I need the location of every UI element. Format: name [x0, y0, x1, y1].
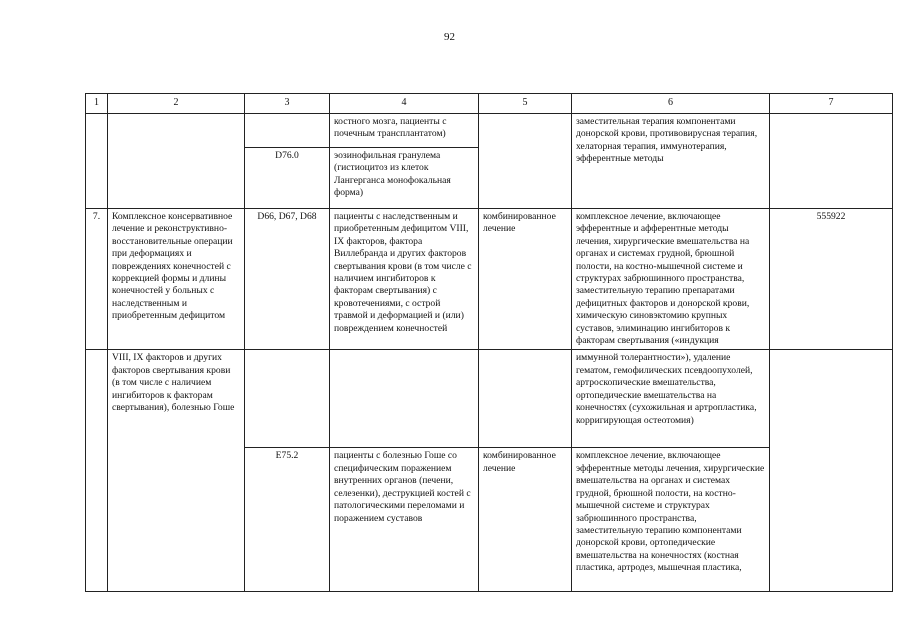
page-bottom-margin [0, 592, 899, 640]
patient-model-cell: костного мозга, пациенты с почечным трансплантатом) [330, 114, 479, 148]
icd-code-cell [245, 114, 330, 148]
icd-code-cell: E75.2 [245, 448, 330, 593]
cost-cell: 555922 [770, 209, 893, 350]
treatment-type-cell [479, 350, 572, 448]
number-cell: 7. [86, 209, 108, 350]
cost-cell [770, 114, 893, 209]
icd-code-cell [245, 350, 330, 448]
table-bottom-border [85, 591, 892, 592]
header-cell-3: 3 [245, 94, 330, 114]
number-cell [86, 114, 108, 209]
header-cell-7: 7 [770, 94, 893, 114]
page-number: 92 [444, 31, 455, 43]
table-row [86, 114, 893, 148]
table-row [86, 350, 893, 448]
patient-model-cell: пациенты с наследственным и приобретенным дефицитом VIII, IX факторов, фактора Виллебранда и других факторов свертывания крови (в том числе с наличием ингибиторов к факторам свертывания) с кровотечениями, с острой травмой и деформацией и (или) повреждением конечностей [330, 209, 479, 350]
procedure-cell [108, 114, 245, 209]
number-cell [86, 350, 108, 593]
patient-model-cell [330, 350, 479, 448]
header-cell-6: 6 [572, 94, 770, 114]
cost-cell [770, 350, 893, 593]
treatment-method-cell: комплексное лечение, включающее эфферентные и афферентные методы лечения, хирургические вмешательства на органах и системах грудной, брюшной полости, на костно-мышечной системе и структурах забрюшинного пространства, заместительную терапию препаратами дефицитных факторов и донорской крови, химическую синовэктомию крупных суставов, элиминацию ингибиторов к факторам свертывания («индукция [572, 209, 770, 350]
treatment-type-cell [479, 114, 572, 209]
patient-model-cell: эозинофильная гранулема (гистиоцитоз из клеток Лангерганса монофокальная форма) [330, 148, 479, 209]
table-row [86, 209, 893, 350]
patient-model-cell: пациенты с болезнью Гоше со специфическим поражением внутренних органов (печени, селезенки), деструкцией костей с патологическими переломами и поражением суставов [330, 448, 479, 593]
header-row [86, 94, 893, 114]
header-cell-2: 2 [108, 94, 245, 114]
header-cell-5: 5 [479, 94, 572, 114]
procedure-cell: VIII, IX факторов и других факторов свертывания крови (в том числе с наличием ингибиторов к факторам свертывания), болезнью Гоше [108, 350, 245, 593]
treatment-type-cell: комбинированное лечение [479, 209, 572, 350]
treatment-method-cell: заместительная терапия компонентами донорской крови, противовирусная терапия, хелаторная терапия, иммунотерапия, эфферентные методы [572, 114, 770, 209]
treatment-type-cell: комбинированное лечение [479, 448, 572, 593]
header-cell-1: 1 [86, 94, 108, 114]
header-cell-4: 4 [330, 94, 479, 114]
icd-code-cell: D76.0 [245, 148, 330, 209]
treatment-method-cell: комплексное лечение, включающее эфферентные методы лечения, хирургические вмешательства на органах и системах грудной, брюшной полости, на костно-мышечной системе и структурах забрюшинного пространства, заместительную терапию компонентами донорской крови, ортопедические вмешательства на конечностях (костная пластика, артродез, мышечная пластика, [572, 448, 770, 593]
procedure-cell: Комплексное консервативное лечение и реконструктивно-восстановительные операции при деформациях и повреждениях конечностей с коррекцией формы и длины конечностей у больных с наследственным и приобретенным дефицитом [108, 209, 245, 350]
treatment-method-cell: иммунной толерантности»), удаление гематом, гемофилических псевдоопухолей, артроскопические вмешательства, ортопедические вмешательства на конечностях (сухожильная и артропластика, корригирующая остеотомия) [572, 350, 770, 448]
treatment-table [85, 93, 893, 593]
icd-code-cell: D66, D67, D68 [245, 209, 330, 350]
